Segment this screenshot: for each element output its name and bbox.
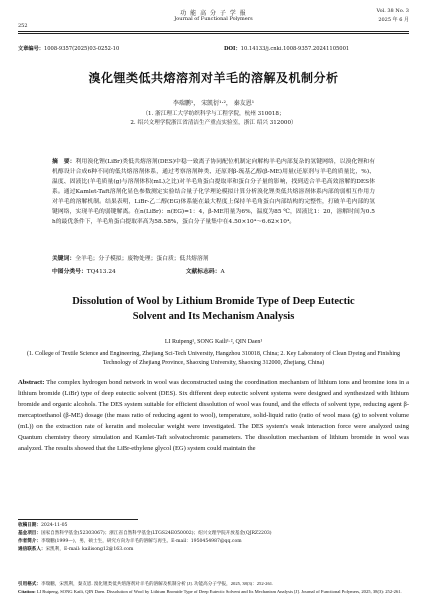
chinese-abstract: 摘 要：利用溴化锂(LiBr)类低共熔溶剂(DES)中稳一致离子协同配位机制定向解构羊毛内部复杂的氢键网络，以溴化锂和有机醇设计合成6种不同的低共熔溶剂体系，通过考察溶剂种类、还原剂β-巯基乙醇(β-ME)用量(还原剂与羊毛的质量比，%)、温度、固液比(羊毛质量(g)与溶剂体积(mL)之比)对羊毛角蛋白提取率和蛋白分子量的影响，找到适合羊毛高效溶解的DES体系。通过Kamlet-Taft溶剂化显色参数测定实验结合量子化学理论模拟计算分析溴化锂类低共熔溶剂体系内部的弱相互作用力对羊毛的溶解机制。结果表明，LiBr-乙二醇(EG)体系能在最大程度上保持羊毛角蛋白内部结构的完整性，打破羊毛内部的氢键网络，实现羊毛的弱键解离。在n(LiBr)：n(EG)=1：4，β-ME用量为6%，温度为85 ℃，固液比1：20，溶解时间为0.5 h的最优条件下，羊毛角蛋白提取率高为58.58%，蛋白分子量集中在4.50×10⁴～6.62×10⁴。 [52,159,375,225]
english-title: Dissolution of Wool by Lithium Bromide Type of Deep Eutectic Solvent and Its Mechanism Analysis [72,296,355,322]
chinese-authors: 李瑞鹏¹， 宋凯衍¹·²， 秦友恩¹ [172,100,255,107]
footnotes: 收稿日期：2024-11-05 基金项目：国家自然科学基金(52303067)；浙江省自然科学基金(LTGS24E050002)；绍兴文理学院开放基金(QJRZ2203) 作者简介：李瑞鹏(1999—)，男，硕士生，研究方向为羊毛的溶解与再生。E-mail：1950454987@qq.com 通信联系人：宋凯利，E-mail: kailisong12@163.com [18,523,272,552]
header-rule [18,31,409,32]
citation-block: 引用格式：李瑞鹏，宋凯利，秦友恩. 溴化锂类低共熔溶剂对羊毛的溶解及机制分析 [J]. 功能高分子学报，2025, 38(3)：252-261. Citation: LI Ruipeng, SONG Kaili, QIN Daen. Dissolution of Wool by Lithium Bromide Type of Deep Eutectic Solvent and Its Mechanism Analysis [J]. Journal of Functional Polymers, 2025, 38(3): 252-261. [18,581,402,594]
chinese-affiliations: （1. 浙江理工大学纺织科学与工程学院，杭州 310018； 2. 绍兴文理学院浙江省清洁生产重点实验室，浙江 绍兴 312000） [130,111,297,126]
header-rule-thin [18,33,409,34]
issue-date: 2025 年 6 月 [378,17,409,23]
volume-info: Vol. 38 No. 3 [376,8,409,14]
footnote-rule [18,519,138,520]
page-number: 252 [18,23,28,29]
classification-line: 中图分类号：TQ413.24 文献标志码：A [52,269,225,275]
article-number: 文章编号：1008-9357(2025)03-0252-10 [18,46,120,52]
doi: DOI：10.14133/j.cnki.1008-9357.20241105001 [224,46,350,52]
journal-title-cn: 功 能 高 分 子 学 报 [180,10,247,17]
english-authors: LI Ruipeng¹, SONG Kaili¹·², QIN Daen¹ [164,339,263,345]
english-abstract: Abstract: The complex hydrogen bond network in wool was deconstructed using the coordination mechanism of lithium ions and bromine ions in a lithium bromide (LiBr) type of deep eutectic solvent (DES). Six different deep eutectic solvent systems were designed and synthesized with lithium bromide and organic alcohols. The DES system suitable for efficient dissolution of wool was found, and the effects of solvent type, reducing agent β-mercaptoethanol (β-ME) dosage (the mass ratio of reducing agent to wool), temperature, solid-liquid ratio (ratio of wool mass (g) to solvent volume (mL)) on the extraction rate of keratin and molecular weight were investigated. The DES system's weak interaction force were analyzed using Quantum chemistry theory simulation and Kamlet-Taft solvatochromic parameters. The dissolution mechanism of lithium bromide in wool was analyzed. The results showed that the LiBr-ethylene glycol (EG) system could maintain the [18,379,409,452]
english-affiliations: (1. College of Textile Science and Engineering, Zhejiang Sci-Tech University, Hangzhou 310018, China; 2. Key Laboratory of Clean Dyeing and Finishing Technology of Zhejiang Province, Shaoxing University, Shaoxing 312000, Zhejiang, China) [26,351,401,366]
chinese-title: 溴化锂类低共熔溶剂对羊毛的溶解及机制分析 [88,71,339,85]
journal-title-en: Journal of Functional Polymers [174,16,253,22]
chinese-keywords: 关键词：全羊毛；分子模拟；废物处理；蛋白质；低共熔溶剂 [52,256,209,262]
